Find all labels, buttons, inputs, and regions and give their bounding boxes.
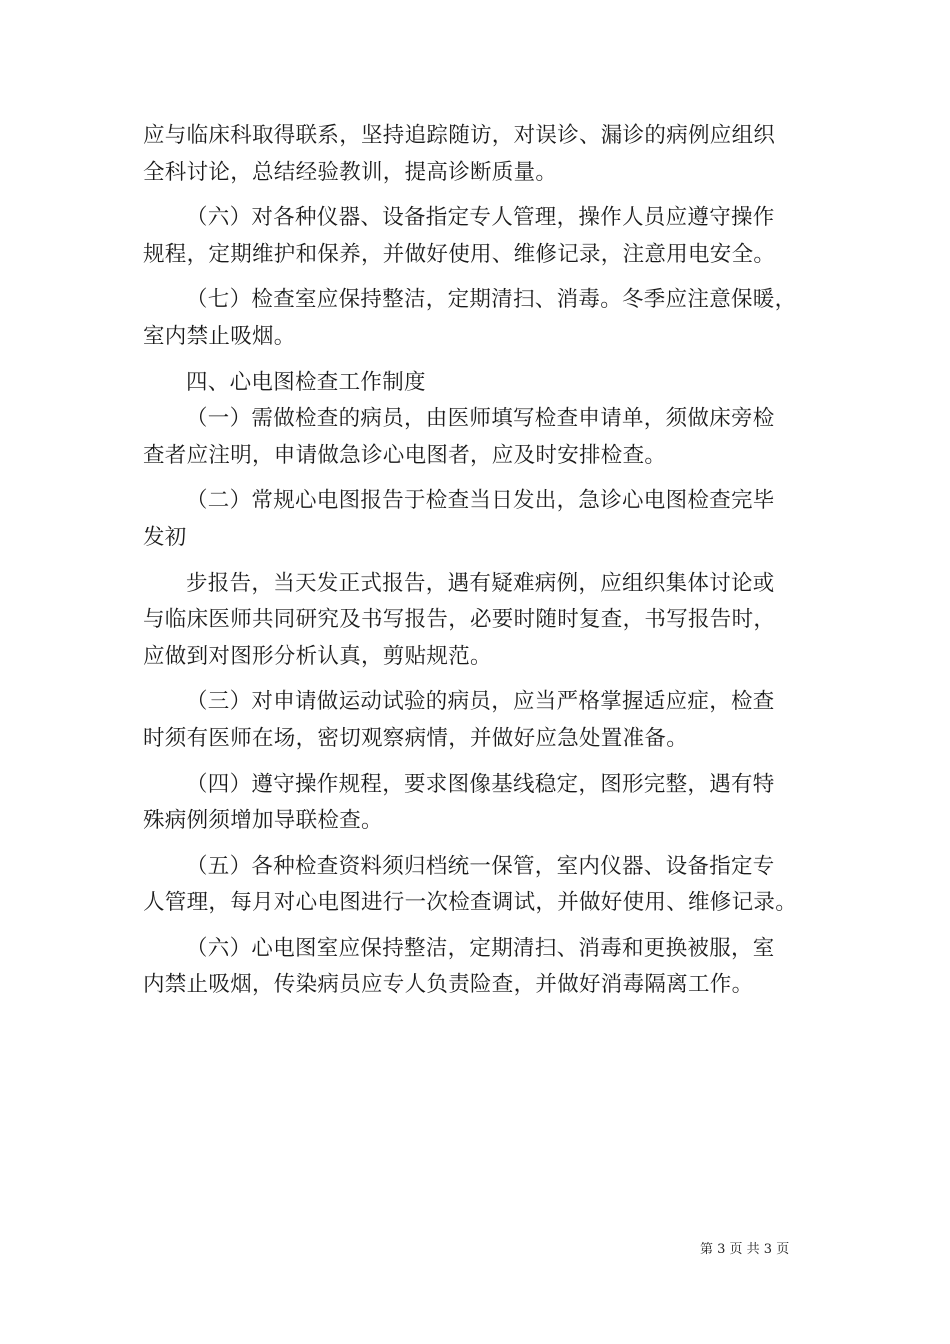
text-line: （六）对各种仪器、设备指定专人管理，操作人员应遵守操作 (186, 205, 775, 231)
text-line: 与临床医师共同研究及书写报告，必要时随时复查，书写报告时， (143, 607, 776, 633)
text-line: 殊病例须增加导联检查。 (143, 808, 383, 834)
text-line: 应与临床科取得联系，坚持追踪随访，对误诊、漏诊的病例应组织 (143, 123, 776, 148)
text-line: 内禁止吸烟，传染病员应专人负责险查，并做好消毒隔离工作。 (143, 972, 754, 998)
section-heading: 四、心电图检查工作制度 (186, 369, 426, 395)
text-line: （五）各种检查资料须归档统一保管，室内仪器、设备指定专 (186, 853, 775, 879)
text-line: 室内禁止吸烟。 (143, 323, 296, 349)
text-line: （七）检查室应保持整洁，定期清扫、消毒。冬季应注意保暖， (186, 287, 797, 313)
text-line: 步报告，当天发正式报告，遇有疑难病例，应组织集体讨论或 (186, 570, 775, 596)
text-line: 时须有医师在场，密切观察病情，并做好应急处置准备。 (143, 725, 689, 751)
text-line: （四）遵守操作规程，要求图像基线稳定，图形完整，遇有特 (186, 771, 775, 797)
text-line: 发初 (143, 524, 187, 550)
text-line: （三）对申请做运动试验的病员，应当严格掌握适应症，检查 (186, 689, 775, 715)
text-line: 全科讨论，总结经验教训，提高诊断质量。 (143, 159, 558, 185)
text-line: （一）需做检查的病员，由医师填写检查申请单，须做床旁检 (186, 406, 775, 432)
text-line: （二）常规心电图报告于检查当日发出，急诊心电图检查完毕 (186, 488, 775, 514)
document-body (143, 118, 811, 1004)
text-line: 人管理，每月对心电图进行一次检查调试，并做好使用、维修记录。 (143, 890, 798, 916)
text-line: 规程，定期维护和保养，并做好使用、维修记录，注意用电安全。 (143, 241, 776, 267)
text-line: （六）心电图室应保持整洁，定期清扫、消毒和更换被服，室 (186, 935, 775, 961)
page-number: 第 3 页 共 3 页 (700, 1242, 790, 1257)
text-line: 应做到对图形分析认真，剪贴规范。 (143, 643, 492, 669)
text-line: 查者应注明，申请做急诊心电图者，应及时安排检查。 (143, 442, 667, 468)
